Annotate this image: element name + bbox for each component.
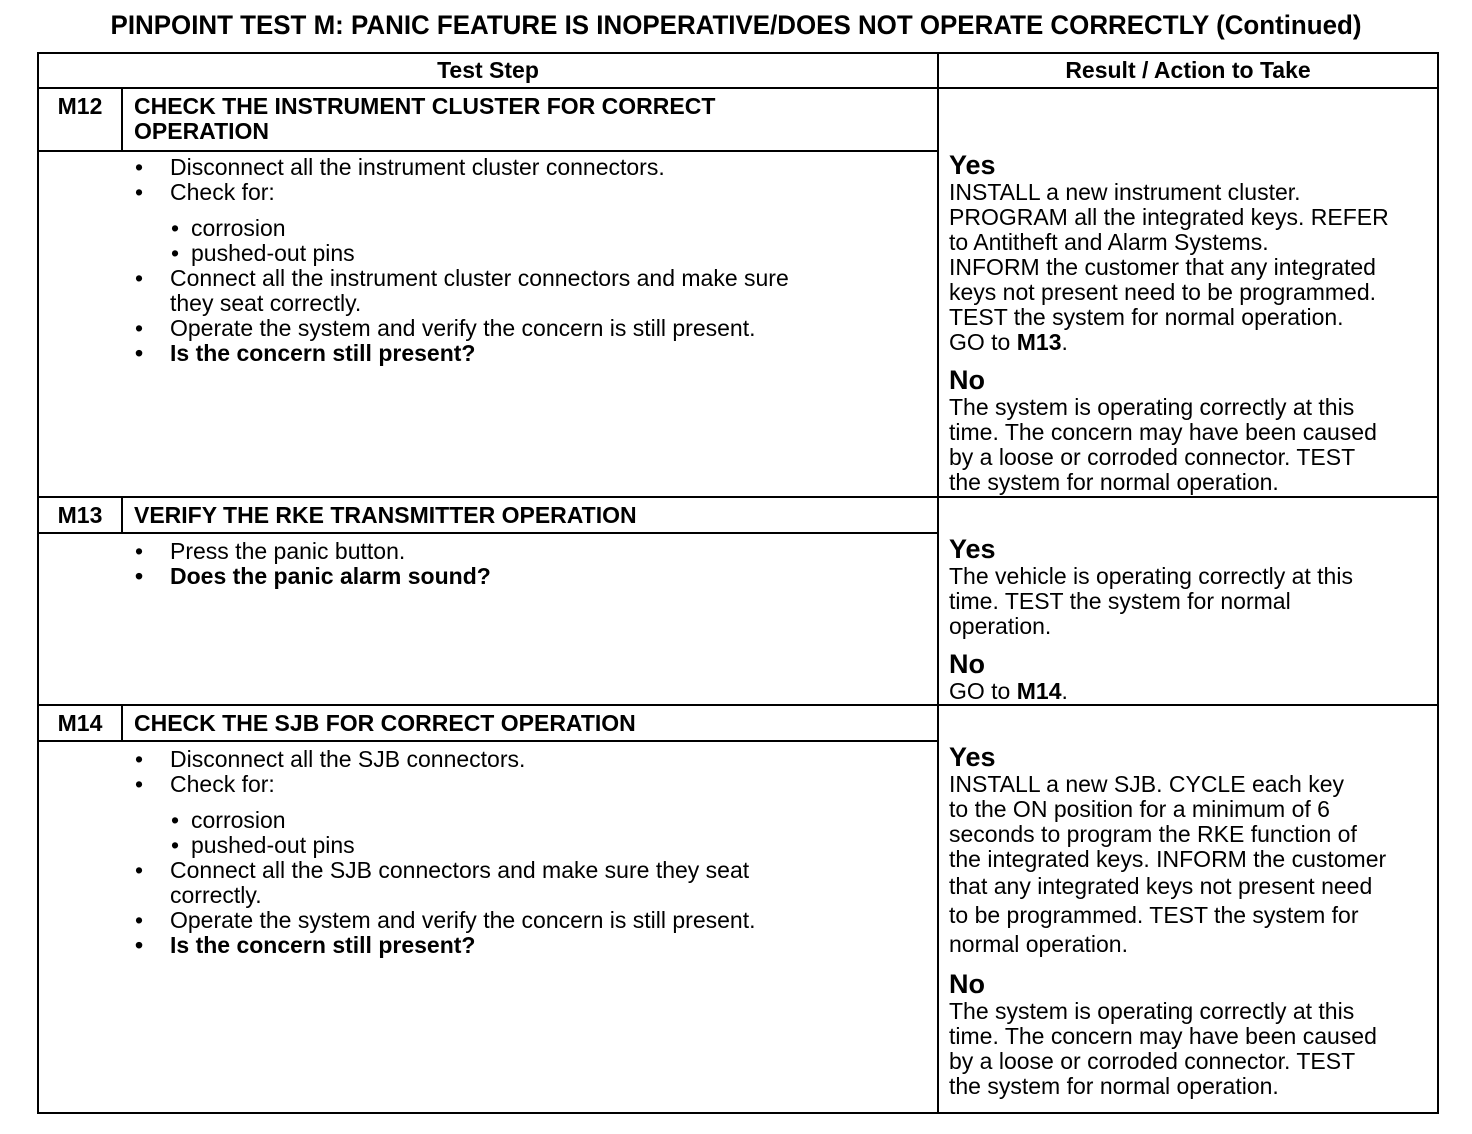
list-item: • Disconnect all the instrument cluster connectors.	[135, 155, 789, 180]
header-result: Result / Action to Take	[1065, 57, 1311, 83]
list-item: • Is the concern still present?	[135, 933, 756, 958]
list-item: • corrosion	[135, 216, 789, 241]
list-item: • Connect all the SJB connectors and make sure they seat correctly.	[135, 858, 756, 908]
list-item: • Disconnect all the SJB connectors.	[135, 747, 756, 772]
divider	[39, 150, 937, 152]
yes-label: Yes	[949, 742, 996, 772]
list-item: • Does the panic alarm sound?	[135, 564, 491, 589]
yes-label: Yes	[949, 150, 996, 180]
step-id: M13	[57, 502, 103, 528]
page-title: PINPOINT TEST M: PANIC FEATURE IS INOPERATIVE/DOES NOT OPERATE CORRECTLY (Continued)	[110, 10, 1362, 40]
list-item: • Operate the system and verify the concern is still present.	[135, 316, 789, 341]
goto-step-link[interactable]: M14	[1016, 678, 1062, 704]
header-test-step: Test Step	[437, 57, 539, 83]
list-item: • Check for:	[135, 772, 756, 797]
divider	[39, 740, 937, 742]
no-label: No	[949, 649, 985, 679]
list-item: • pushed-out pins	[135, 241, 789, 266]
yes-label: Yes	[949, 534, 996, 564]
divider	[39, 87, 1437, 89]
step-result: Yes The vehicle is operating correctly at this time. TEST the system for normal operation. No GO to M14.	[949, 534, 1353, 704]
step-title: CHECK THE INSTRUMENT CLUSTER FOR CORRECT OPERATION	[134, 93, 716, 144]
list-item: • Connect all the instrument cluster connectors and make sure they seat correctly.	[135, 266, 789, 316]
divider	[937, 54, 939, 1112]
list-item: • corrosion	[135, 808, 756, 833]
list-item: • Is the concern still present?	[135, 341, 789, 366]
goto-step-link[interactable]: M13	[1016, 329, 1062, 355]
step-title: VERIFY THE RKE TRANSMITTER OPERATION	[134, 502, 637, 528]
divider	[121, 498, 123, 534]
list-item: • Check for:	[135, 180, 789, 205]
no-label: No	[949, 365, 985, 395]
step-id: M14	[57, 710, 103, 736]
step-title: CHECK THE SJB FOR CORRECT OPERATION	[134, 710, 636, 736]
list-item: • Press the panic button.	[135, 539, 491, 564]
divider	[121, 89, 123, 151]
no-label: No	[949, 969, 985, 999]
step-result: Yes INSTALL a new instrument cluster. PROGRAM all the integrated keys. REFER to Antitheft and Alarm Systems. INFORM the customer that any integrated keys not present need to be programmed. TEST the system for normal operation. GO to M13. No The system is operating correctly at this time. The concern may have been caused by a loose or corroded connector. TEST the system for normal operation.	[949, 150, 1389, 495]
divider	[39, 704, 1437, 706]
divider	[39, 496, 1437, 498]
step-id: M12	[57, 93, 103, 119]
list-item: • Operate the system and verify the concern is still present.	[135, 908, 756, 933]
divider	[121, 706, 123, 742]
pinpoint-test-table	[37, 52, 1439, 1114]
list-item: • pushed-out pins	[135, 833, 756, 858]
step-instructions	[135, 539, 491, 589]
step-instructions	[135, 747, 756, 958]
step-result: Yes INSTALL a new SJB. CYCLE each key to the ON position for a minimum of 6 seconds to program the RKE function of the integrated keys. INFORM the customer that any integrated keys not present need to be programmed. TEST the system for normal operation. No The system is operating correctly at this time. The concern may have been caused by a loose or corroded connector. TEST the system for normal operation.	[949, 742, 1387, 1099]
divider	[39, 532, 937, 534]
step-instructions	[135, 155, 789, 366]
